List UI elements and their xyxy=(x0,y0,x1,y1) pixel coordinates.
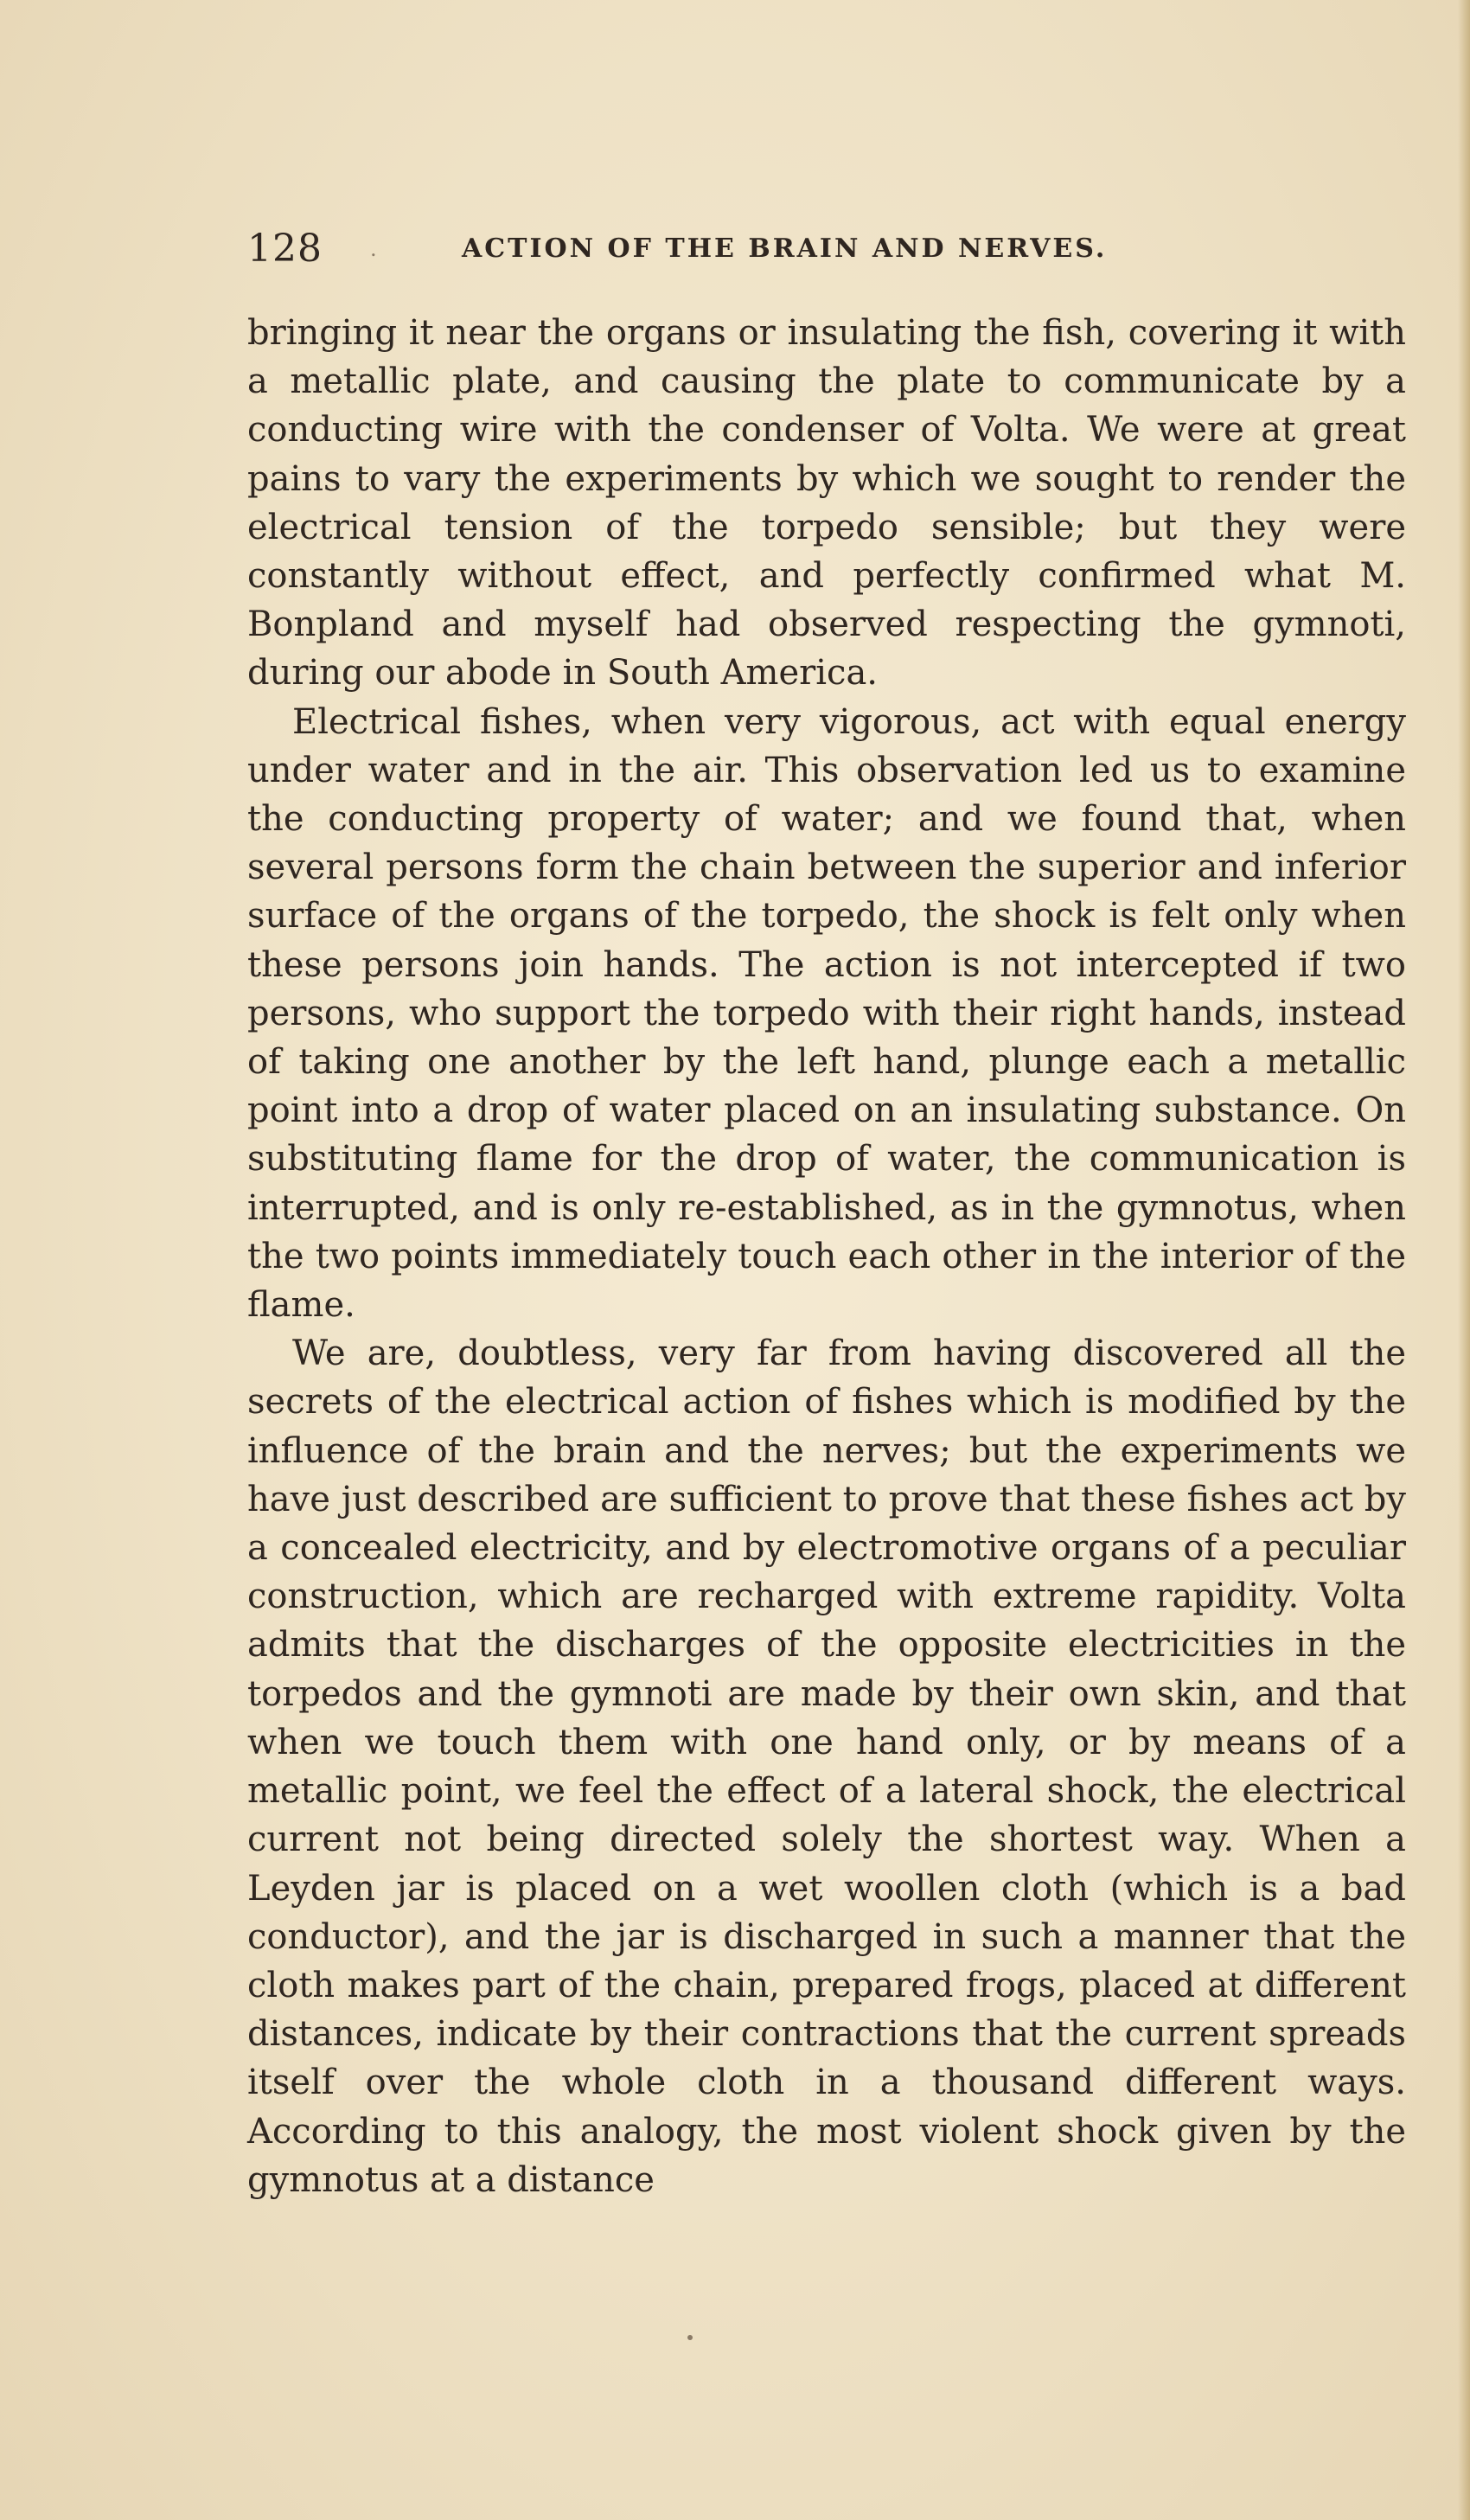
page-edge-shadow xyxy=(1458,0,1470,2520)
page-number: 128 xyxy=(247,227,323,271)
page-header xyxy=(247,227,1406,270)
running-head: ACTION OF THE BRAIN AND NERVES. xyxy=(462,233,1108,264)
body-text xyxy=(247,309,1406,2204)
header-mark: . xyxy=(370,237,377,261)
paragraph-electrical-fishes: Electrical fishes, when very vigorous, act with equal energy under water and in the air. This observation led us to examine the conducting property of water; and we found that, when several persons form the chain between the superior and inferior surface of the organs of the torpedo, the shock is felt only when these persons join hands. The action is not intercepted if two persons, who support the torpedo with their right hands, instead of taking one another by the left hand, plunge each a metallic point into a drop of water placed on an insulating substance. On substituting flame for the drop of water, the communication is interrupted, and is only re-established, as in the gymnotus, when the two points immediately touch each other in the interior of the flame. xyxy=(247,701,1406,1326)
footer-mark xyxy=(687,2335,693,2340)
paragraph-continued: bringing it near the organs or insulating the fish, covering it with a metallic plate, and causing the plate to communicate by a conducting wire with the condenser of Volta. We were at great pains to vary the experiments by which we sought to render the electrical tension of the torpedo sensible; but they were constantly without effect, and perfectly confirmed what M. Bonpland and myself had observed respecting the gymnoti, during our abode in South America. xyxy=(247,313,1406,694)
paragraph-secrets-of-action: We are, doubtless, very far from having discovered all the secrets of the electrical action of fishes which is modified by the influence of the brain and the nerves; but the experiments we have just described are sufficient to prove that these fishes act by a concealed electricity, and by electromotive organs of a peculiar construction, which are recharged with extreme rapidity. Volta admits that the discharges of the opposite electricities in the torpedos and the gymnoti are made by their own skin, and that when we touch them with one hand only, or by means of a metallic point, we feel the effect of a lateral shock, the electrical current not being directed solely the shortest way. When a Leyden jar is placed on a wet woollen cloth (which is a bad conductor), and the jar is discharged in such a manner that the cloth makes part of the chain, prepared frogs, placed at different distances, indicate by their contractions that the current spreads itself over the whole cloth in a thousand different ways. According to this analogy, the most violent shock given by the gymnotus at a distance xyxy=(247,1334,1406,2200)
